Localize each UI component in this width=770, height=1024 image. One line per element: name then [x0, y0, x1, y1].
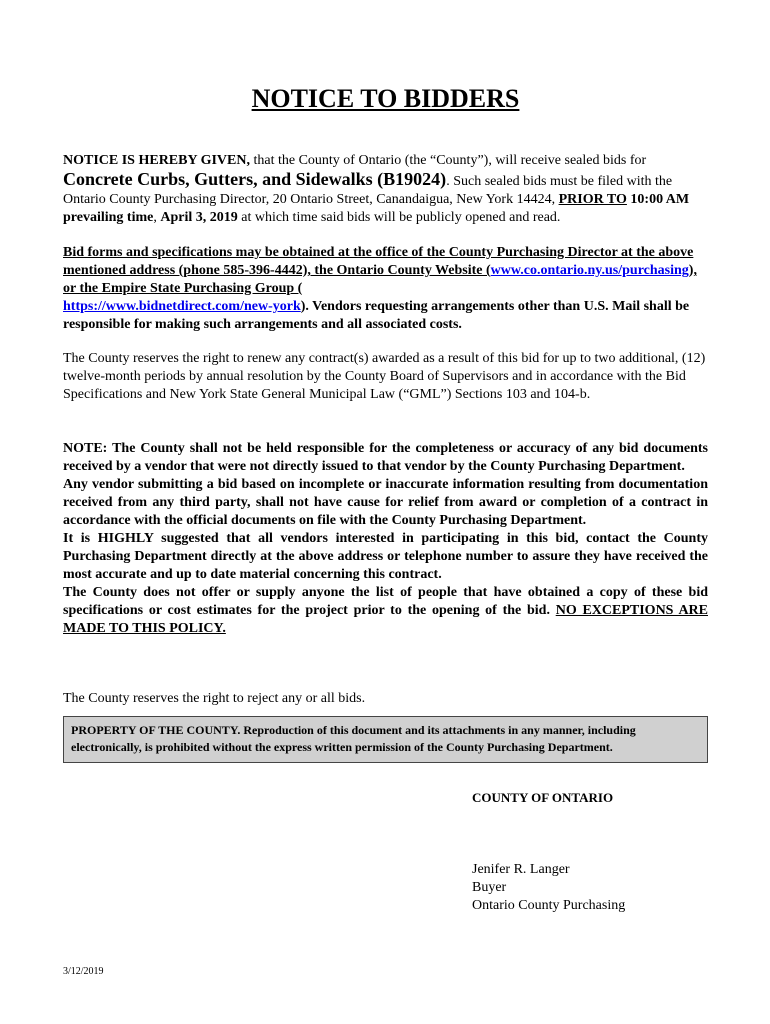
- notice-paragraph: [63, 152, 708, 227]
- county-website-link[interactable]: www.co.ontario.ny.us/purchasing: [490, 263, 689, 278]
- notes-section: [63, 440, 708, 638]
- bidnet-link[interactable]: https://www.bidnetdirect.com/new-york: [63, 299, 301, 314]
- note-4: [63, 584, 708, 638]
- notice-text-2: . Such sealed bids must be filed with the Ontario County Purchasing Director, 20 Ontario Street, Canandaigua, New York 14424,: [63, 174, 673, 207]
- signature-department: Ontario County Purchasing: [472, 898, 626, 913]
- page-title: NOTICE TO BIDDERS: [251, 84, 520, 113]
- project-title: Concrete Curbs, Gutters, and Sidewalks (B19024): [63, 169, 447, 189]
- footer-date: 3/12/2019: [63, 966, 104, 977]
- signature-name: Jenifer R. Langer: [472, 862, 570, 877]
- deadline-comma: ,: [153, 210, 161, 225]
- signature-title: Buyer: [472, 880, 507, 895]
- deadline-date: April 3, 2019: [160, 210, 238, 225]
- renewal-paragraph: The County reserves the right to renew any contract(s) awarded as a result of this bid for up to two additional, (12) twelve-month periods by annual resolution by the County Board of Supervisors and in accordance with the Bid Specifications and New York State General Municipal Law (“GML”) Sections 103 and 104-b.: [63, 351, 706, 402]
- note-1: NOTE: The County shall not be held responsible for the completeness or accuracy of any bid documents received by a vendor that were not directly issued to that vendor by the County Purchasing Department.: [63, 441, 708, 474]
- note-3: It is HIGHLY suggested that all vendors interested in participating in this bid, contact the County Purchasing Department directly at the above address or telephone number to assure they have received the most accurate and up to date material concerning this contract.: [63, 531, 708, 582]
- reject-paragraph: The County reserves the right to reject any or all bids.: [63, 691, 366, 706]
- no-exceptions: NO EXCEPTIONS ARE MADE TO THIS POLICY.: [63, 603, 708, 636]
- deadline-time: 10:00 AM prevailing time: [63, 192, 690, 225]
- notice-text-1: that the County of Ontario (the “County”), will receive sealed bids for: [249, 153, 647, 168]
- bid-forms-text-2: ), or the Empire State Purchasing Group (: [63, 263, 697, 296]
- notice-lead: NOTICE IS HEREBY GIVEN,: [63, 153, 250, 168]
- bid-forms-paragraph: [63, 244, 708, 334]
- note-2: Any vendor submitting a bid based on incomplete or inaccurate information resulting from documentation received from any third party, shall not have cause for relief from award or completion of a contract in accordance with the official documents on file with the County Purchasing Department.: [63, 477, 708, 528]
- prior-to: PRIOR TO: [558, 192, 627, 207]
- bid-forms-text-1: Bid forms and specifications may be obtained at the office of the County Purchasing Director at the above mentioned address (phone 585-396-4442), the Ontario County Website (: [63, 245, 694, 278]
- bid-forms-text-3: ). Vendors requesting arrangements other than U.S. Mail shall be responsible for making such arrangements and all associated costs.: [63, 299, 690, 332]
- notice-text-3: at which time said bids will be publicly opened and read.: [237, 210, 561, 225]
- property-notice-box: PROPERTY OF THE COUNTY. Reproduction of this document and its attachments in any manner, including electronically, is prohibited without the express written permission of the County Purchasing Department.: [63, 716, 708, 763]
- county-name: COUNTY OF ONTARIO: [472, 790, 614, 805]
- note-4-text: The County does not offer or supply anyone the list of people that have obtained a copy of these bid specifications or cost estimates for the project prior to the opening of the bid.: [63, 585, 708, 618]
